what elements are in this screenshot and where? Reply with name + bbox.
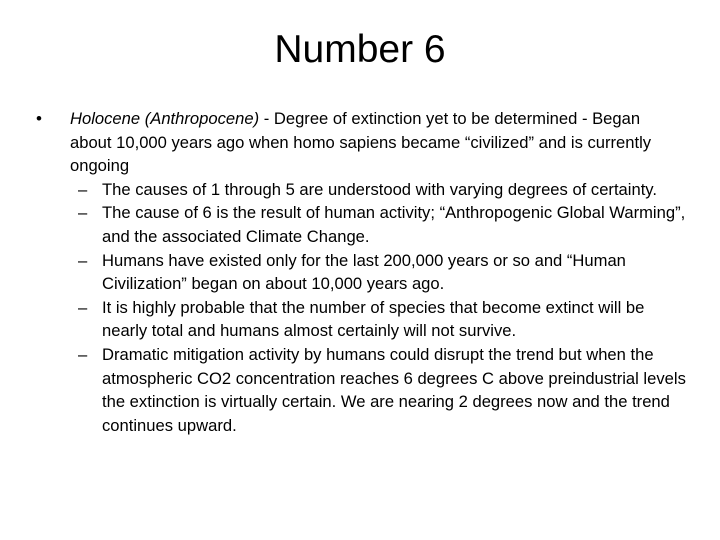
sub-bullet-item	[70, 201, 686, 248]
bullet-text: - Degree of extinction yet to be determined - Began about 10,000 years ago when homo sapiens became “civilized” and is currently ongoing	[70, 109, 652, 176]
sub-bullet-text: Dramatic mitigation activity by humans could disrupt the trend but when the atmospheric CO2 concentration reaches 6 degrees C above preindustrial levels the extinction is virtually certain. We are nearing 2 degrees now and the trend continues upward.	[102, 344, 686, 435]
bullet-list	[36, 107, 686, 437]
sub-bullet-marker: –	[78, 203, 88, 223]
sub-bullet-item	[70, 249, 686, 296]
sub-bullet-marker: –	[78, 297, 88, 317]
bullet-lead-term: Holocene (Anthropocene)	[70, 109, 260, 128]
bullet-item-holocene	[36, 107, 686, 437]
sub-bullet-list	[70, 178, 686, 438]
sub-bullet-marker: –	[78, 179, 88, 199]
sub-bullet-text: The causes of 1 through 5 are understood with varying degrees of certainty.	[102, 179, 657, 199]
sub-bullet-item	[70, 296, 686, 343]
sub-bullet-marker: –	[78, 250, 88, 270]
sub-bullet-text: It is highly probable that the number of species that become extinct will be nearly total and humans almost certainly will not survive.	[102, 297, 645, 341]
sub-bullet-marker: –	[78, 344, 88, 364]
slide-title: Number 6	[274, 28, 446, 71]
sub-bullet-text: Humans have existed only for the last 200,000 years or so and “Human Civilization” began on about 10,000 years ago.	[102, 250, 626, 294]
bullet-marker: •	[36, 109, 42, 128]
sub-bullet-item	[70, 343, 686, 437]
sub-bullet-text: The cause of 6 is the result of human activity; “Anthropogenic Global Warming”, and the associated Climate Change.	[102, 203, 686, 246]
sub-bullet-item	[70, 178, 686, 202]
